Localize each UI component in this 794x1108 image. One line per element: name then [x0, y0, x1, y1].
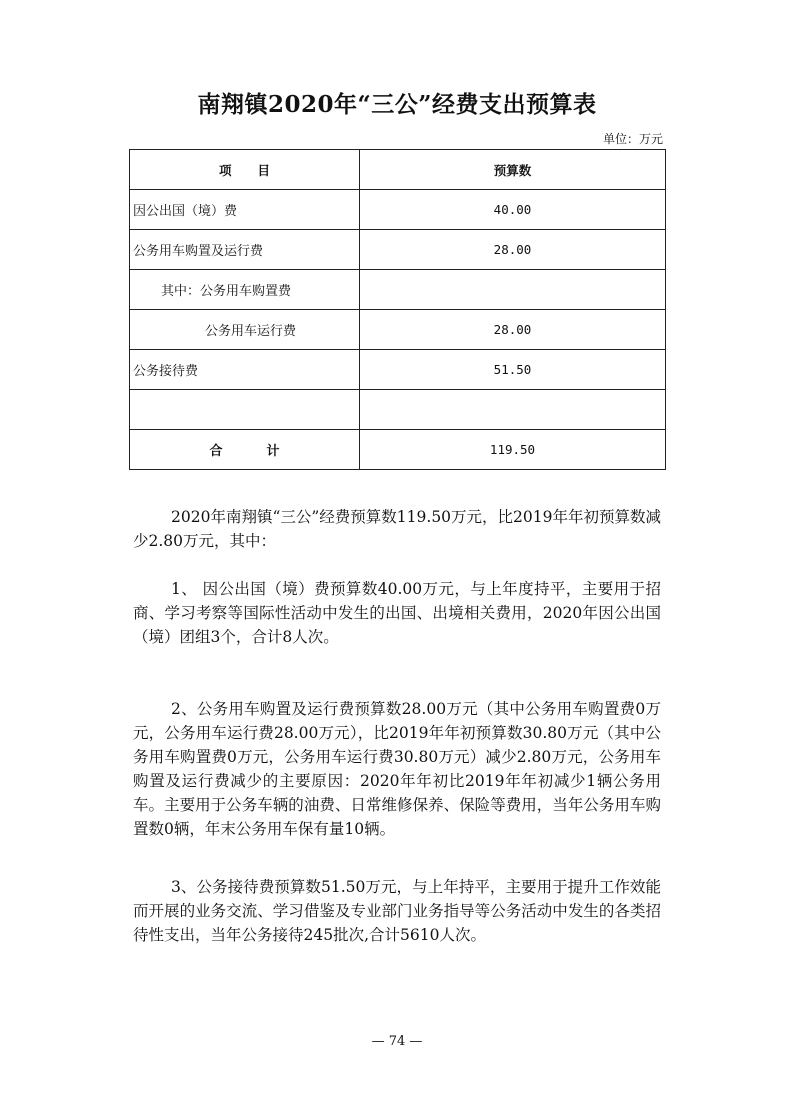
- table-header-row: [130, 150, 666, 190]
- row-label: 公务用车运行费: [130, 310, 360, 350]
- row-value: [360, 270, 666, 310]
- page-number: — 74 —: [371, 1034, 423, 1049]
- row-value: 51.50: [360, 350, 666, 390]
- row-label: [130, 390, 360, 430]
- summary-paragraph: 2020年南翔镇“三公”经费预算数119.50万元，比2019年年初预算数减少2.80万元，其中：: [133, 508, 661, 550]
- budget-table: [129, 149, 666, 470]
- table-row: [130, 190, 666, 230]
- total-label: 合计: [130, 430, 360, 470]
- page-title: 南翔镇2020年“三公”经费支出预算表: [197, 91, 597, 118]
- total-value: 119.50: [360, 430, 666, 470]
- table-total-row: [130, 430, 666, 470]
- row-value: 28.00: [360, 310, 666, 350]
- row-value: 40.00: [360, 190, 666, 230]
- table-row: [130, 350, 666, 390]
- paragraph-vehicles: 2、公务用车购置及运行费预算数28.00万元（其中公务用车购置费0万元，公务用车运行费28.00万元），比2019年年初预算数30.80万元（其中公务用车购置费0万元，公务用车运行费30.80万元）减少2.80万元，公务用车购置及运行费减少的主要原因：2020年年初比2019年年初减少1辆公务用车。主要用于公务车辆的油费、日常维修保养、保险等费用，当年公务用车购置数0辆，年末公务用车保有量10辆。: [133, 700, 661, 838]
- table-row: [130, 390, 666, 430]
- row-label: 公务用车购置及运行费: [130, 230, 360, 270]
- row-label: 其中：公务用车购置费: [130, 270, 360, 310]
- row-label: 因公出国（境）费: [130, 190, 360, 230]
- table-row: [130, 270, 666, 310]
- row-value: 28.00: [360, 230, 666, 270]
- row-label: 公务接待费: [130, 350, 360, 390]
- table-row: [130, 230, 666, 270]
- header-budget: 预算数: [360, 150, 666, 190]
- paragraph-overseas: 1、 因公出国（境）费预算数40.00万元，与上年度持平，主要用于招商、学习考察等国际性活动中发生的出国、出境相关费用，2020年因公出国（境）团组3个，合计8人次。: [133, 580, 661, 646]
- unit-label: 单位：万元: [602, 132, 663, 146]
- row-value: [360, 390, 666, 430]
- paragraph-reception: 3、公务接待费预算数51.50万元，与上年持平，主要用于提升工作效能而开展的业务交流、学习借鉴及专业部门业务指导等公务活动中发生的各类招待性支出，当年公务接待245批次,合计5610人次。: [133, 878, 661, 944]
- table-row: [130, 310, 666, 350]
- header-item: 项目: [130, 150, 360, 190]
